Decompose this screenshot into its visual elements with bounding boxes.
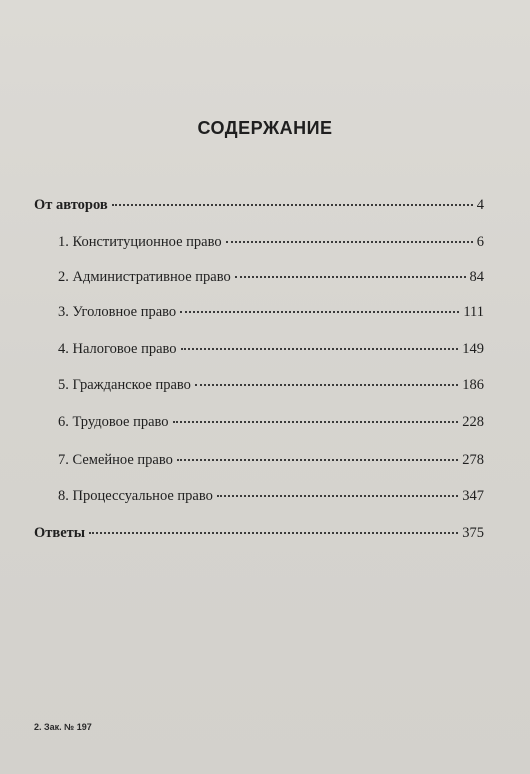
toc-entry-label: 6. Трудовое право — [58, 414, 169, 430]
toc-entry-page: 6 — [476, 234, 484, 250]
toc-entry-label: 3. Уголовное право — [58, 304, 177, 320]
leader-dots — [195, 384, 458, 386]
toc-entry-label: 5. Гражданское право — [58, 377, 191, 393]
toc-entry-7 — [34, 451, 484, 469]
toc-entry-answers — [34, 524, 484, 542]
toc-entry-label: 4. Налоговое право — [58, 341, 177, 357]
printer-signature: 2. Зак. № 197 — [34, 722, 92, 732]
toc-entry-label: 8. Процессуальное право — [58, 488, 213, 504]
toc-entry-label: 1. Конституционное право — [58, 234, 222, 250]
toc-entry-label: 2. Административное право — [58, 269, 231, 285]
toc-entry-6 — [34, 413, 484, 431]
leader-dots — [181, 348, 459, 350]
leader-dots — [173, 421, 459, 423]
leader-dots — [180, 311, 459, 313]
toc-entry-page: 278 — [462, 452, 484, 468]
leader-dots — [112, 204, 473, 206]
toc-entry-authors — [34, 196, 484, 214]
toc-entry-label: Ответы — [34, 525, 86, 541]
toc-entry-page: 186 — [462, 377, 484, 393]
toc-entry-1 — [34, 233, 484, 251]
toc-entry-page: 84 — [469, 269, 484, 285]
toc-entry-page: 375 — [462, 525, 484, 541]
toc-entry-page: 111 — [463, 304, 484, 320]
leader-dots — [89, 532, 458, 534]
toc-entry-label: От авторов — [34, 197, 108, 213]
leader-dots — [177, 459, 458, 461]
toc-entry-3 — [34, 303, 484, 321]
page-title: СОДЕРЖАНИЕ — [197, 118, 333, 138]
toc-entry-page: 228 — [462, 414, 484, 430]
toc-entry-page: 347 — [462, 488, 484, 504]
toc-entry-8 — [34, 487, 484, 505]
toc-entry-page: 149 — [462, 341, 484, 357]
leader-dots — [217, 495, 458, 497]
toc-entry-2 — [34, 268, 484, 286]
toc-entry-label: 7. Семейное право — [58, 452, 173, 468]
toc-entry-page: 4 — [476, 197, 484, 213]
toc-entry-5 — [34, 376, 484, 394]
leader-dots — [226, 241, 473, 243]
leader-dots — [235, 276, 466, 278]
toc-entry-4 — [34, 340, 484, 358]
